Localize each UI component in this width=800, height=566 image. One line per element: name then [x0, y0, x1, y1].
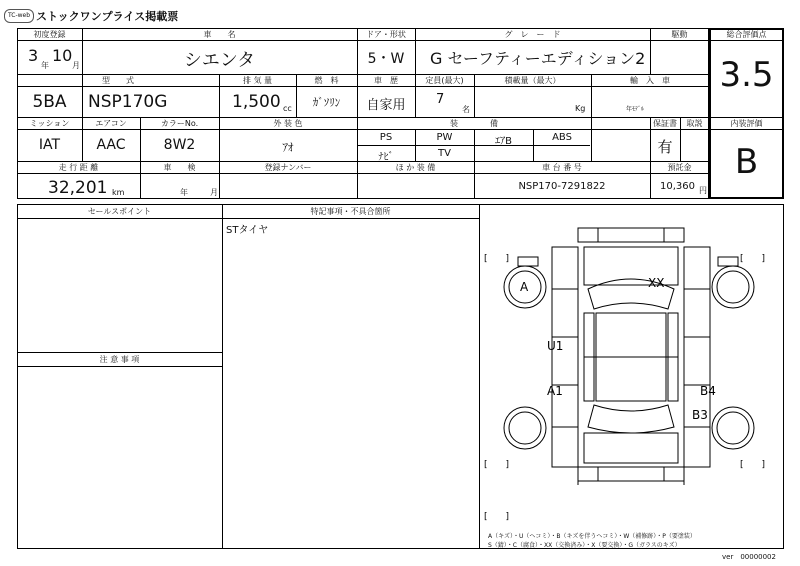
mark-a-front-wheel: A [520, 280, 529, 294]
equipment-label: 装 備 [450, 119, 498, 128]
logo: TC-web [4, 9, 34, 23]
model-prefix-value: 5BA [32, 92, 67, 112]
capacity-value: 7 [436, 92, 445, 107]
load-unit: Kg [575, 104, 586, 113]
capacity-label: 定員(最大) [425, 76, 464, 85]
overall-score-value: 3.5 [719, 55, 774, 95]
first-reg-era: 3 [28, 46, 39, 65]
aircon-label: エアコン [95, 119, 127, 128]
equip-tv: TV [438, 148, 451, 159]
equip-navi: ﾅﾋﾞ [378, 152, 394, 163]
vehicle-use-value: 自家用 [366, 98, 406, 113]
other-equipment-label: ほ か 装 備 [395, 163, 436, 172]
first-reg-month-unit: 月 [72, 61, 80, 70]
mission-value: IAT [38, 137, 61, 153]
ext-color-label: 外 装 色 [273, 119, 303, 128]
equip-ps: PS [379, 132, 393, 143]
mark-b4: B4 [700, 384, 716, 398]
fuel-value: ｶﾞｿﾘﾝ [312, 96, 341, 109]
chassis-no-value: NSP170-7291822 [518, 181, 606, 192]
mileage-label: 走 行 距 離 [58, 163, 99, 172]
grade-value: G セーフティーエディション2 [430, 49, 646, 68]
bracket-left-top: [ ] [484, 254, 510, 264]
fuel-label: 燃 料 [314, 76, 339, 85]
mark-roof-xx: XX [648, 276, 665, 290]
damage-legend-line-1: A（キズ）・U（ヘコミ）・B（キズを伴うヘコミ）・W（補修跡）・P（要塗装） [488, 533, 696, 540]
page-title: ストックワンプライス掲載票 [36, 10, 179, 23]
sales-point-label: セールスポイント [87, 207, 152, 216]
mark-a1: A1 [547, 384, 563, 398]
overall-score-label: 総合評価点 [726, 30, 767, 39]
grade-label: グ レ ー ド [504, 30, 561, 39]
first-reg-label: 初度登録 [33, 30, 66, 39]
cautions-label: 注 意 事 項 [99, 355, 140, 364]
color-value: 8W2 [163, 137, 196, 153]
drive-label: 駆動 [671, 30, 688, 39]
color-label: カラーNo. [160, 119, 199, 128]
version-text: ver 00000002 [722, 553, 776, 561]
inspection-year-unit: 年 [180, 188, 188, 197]
equip-airbag: ｴｱB [495, 136, 512, 147]
mileage-unit: km [112, 188, 125, 197]
load-label: 積載量（最大） [504, 76, 561, 85]
aircon-value: AAC [96, 137, 126, 153]
warranty-label: 保証書 [653, 119, 677, 128]
mark-b3: B3 [692, 408, 708, 422]
displacement-value: 1,500 [232, 92, 281, 112]
reserve-value: 10,360 [660, 181, 695, 192]
reserve-label: 預託金 [667, 163, 692, 172]
model-value: NSP170G [88, 92, 168, 112]
reserve-unit: 円 [699, 186, 707, 195]
inspection-label: 車 検 [163, 163, 196, 172]
car-name-label: 車 名 [203, 30, 236, 39]
chassis-no-label: 車 台 番 号 [542, 163, 582, 172]
bracket-left-bottom: [ ] [484, 460, 510, 470]
bracket-right-bottom: [ ] [740, 460, 766, 470]
car-damage-diagram [480, 205, 783, 530]
bracket-right-top: [ ] [740, 254, 766, 264]
mission-label: ミッション [29, 119, 70, 128]
equip-pw: PW [436, 132, 453, 143]
inspection-month-unit: 月 [210, 188, 218, 197]
door-shape-label: ドア・形状 [366, 30, 406, 39]
special-notes-label: 特記事項・不具合箇所 [310, 207, 391, 216]
special-notes-text: STタイヤ [226, 225, 269, 236]
damage-legend-line-2: S（錆）・C（腐食）・XX（交換済み）・X（要交換）・G（ガラスのキズ） [488, 542, 681, 549]
vehicle-use-label: 車 歴 [374, 76, 398, 85]
first-reg-month: 10 [52, 46, 73, 65]
warranty-value: 有 [657, 138, 673, 156]
displacement-label: 排 気 量 [242, 76, 273, 85]
door-shape-value: 5・W [367, 51, 405, 67]
capacity-unit: 名 [462, 105, 470, 114]
manual-label: 取説 [686, 119, 703, 128]
reg-number-label: 登録ナンバー [264, 163, 312, 172]
displacement-unit: cc [283, 104, 292, 113]
import-note: 年ﾓﾃﾞﾙ [626, 106, 645, 113]
bracket-bottom: [ ] [484, 512, 510, 522]
ext-color-value: ｱｵ [282, 141, 294, 154]
mark-u1: U1 [547, 339, 564, 353]
mileage-value: 32,201 [48, 178, 108, 198]
import-label: 輸 入 車 [630, 76, 670, 85]
equip-abs: ABS [552, 132, 572, 143]
first-reg-era-unit: 年 [41, 61, 49, 70]
interior-score-label: 内装評価 [730, 119, 763, 128]
car-name-value: シエンタ [183, 50, 256, 71]
model-label: 型 式 [102, 76, 134, 85]
interior-score-value: B [734, 142, 759, 182]
